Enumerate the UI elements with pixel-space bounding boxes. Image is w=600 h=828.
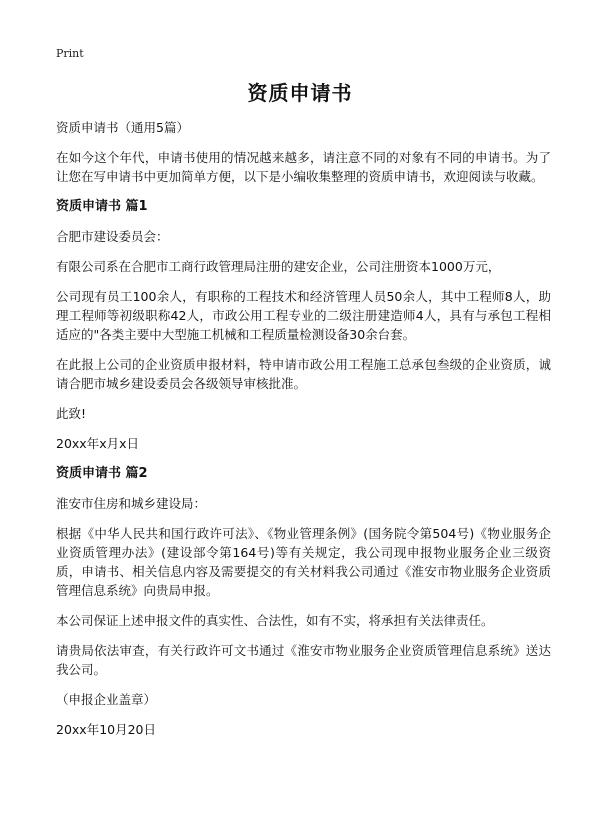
intro-paragraph: 在如今这个年代，申请书使用的情况越来越多，请注意不同的对象有不同的申请书。为了让您在写申请书中更加简单方便，以下是小编收集整理的资质申请书，欢迎阅读与收藏。 (56, 150, 551, 184)
section-2-heading: 资质申请书 篇2 (56, 466, 148, 481)
document-subtitle: 资质申请书（通用5篇） (56, 120, 189, 135)
section-2-paragraph-1: 根据《中华人民共和国行政许可法》、《物业管理条例》(国务院令第504号)《物业服务企业资质管理办法》(建设部令第164号)等有关规定，我公司现申报物业服务企业三级资质，申请书、相关信息内容及需要提交的有关材料我公司通过《淮安市物业服务企业资质管理信息系统》向贵局申报。 (56, 526, 551, 598)
section-1-paragraph-3: 在此报上公司的企业资质申报材料，特申请市政公用工程施工总承包叁级的企业资质，诚请合肥市城乡建设委员会各级领导审核批准。 (56, 357, 551, 391)
section-1-paragraph-2: 公司现有员工100余人，有职称的工程技术和经济管理人员50余人，其中工程师8人，助理工程师等初级职称42人，市政公用工程专业的二级注册建造师4人，具有与承包工程相适应的"各类主要中大型施工机械和工程质量检测设备30余台套。 (56, 289, 551, 342)
section-1-salutation: 合肥市建设委员会： (56, 229, 169, 244)
section-1-closing: 此致! (56, 406, 87, 421)
section-2-paragraph-3: 请贵局依法审查，有关行政许可文书通过《淮安市物业服务企业资质管理信息系统》送达我公司。 (56, 643, 551, 677)
section-1-heading: 资质申请书 篇1 (56, 199, 148, 214)
section-2-date: 20xx年10月20日 (56, 722, 157, 737)
section-1-date: 20xx年x月x日 (56, 436, 139, 451)
section-2-stamp-note: （申报企业盖章） (56, 692, 157, 707)
document-title: 资质申请书 (247, 81, 353, 105)
section-1-paragraph-1: 有限公司系在合肥市工商行政管理局注册的建安企业，公司注册资本1000万元， (56, 259, 501, 274)
section-2-paragraph-2: 本公司保证上述申报文件的真实性、合法性，如有不实，将承担有关法律责任。 (56, 613, 494, 628)
document-body (56, 118, 551, 750)
print-label[interactable]: Print (56, 47, 84, 60)
section-2-salutation: 淮安市住房和城乡建设局： (56, 496, 207, 511)
